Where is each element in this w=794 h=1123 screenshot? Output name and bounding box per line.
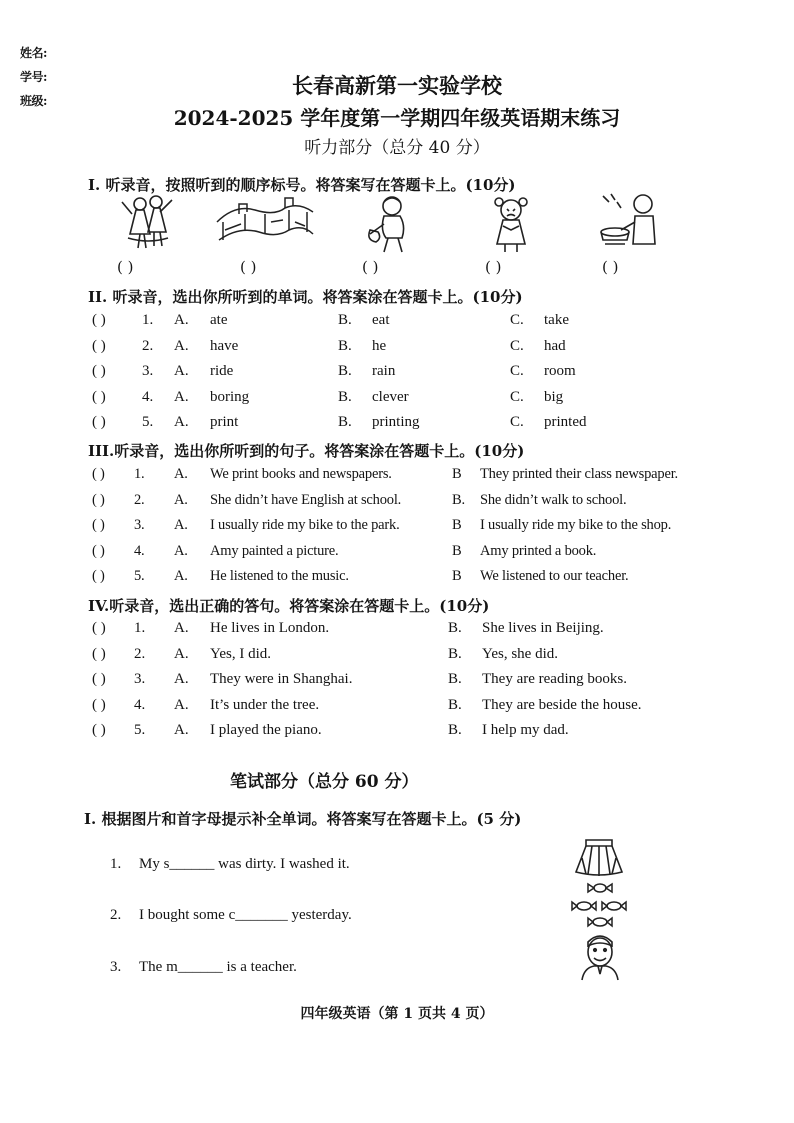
option-b-text[interactable]: clever bbox=[372, 388, 409, 405]
question-number: 5. bbox=[142, 414, 154, 430]
option-b-text[interactable]: Yes, she did. bbox=[482, 645, 558, 662]
option-a-text[interactable]: Yes, I did. bbox=[210, 645, 271, 662]
option-a-letter: A. bbox=[174, 696, 189, 713]
answer-paren[interactable]: ( ) bbox=[92, 645, 106, 662]
exam-title: 2024-2025 学年度第一学期四年级英语期末练习 bbox=[173, 106, 621, 130]
option-b-text[interactable]: he bbox=[372, 337, 387, 354]
answer-paren[interactable]: ( ) bbox=[92, 466, 105, 482]
writing-item-num: 3. bbox=[110, 959, 122, 975]
girl-crying-icon bbox=[487, 194, 567, 250]
answer-paren[interactable]: ( ) bbox=[92, 337, 106, 354]
answer-paren[interactable]: ( ) bbox=[92, 542, 105, 559]
word-question-row bbox=[92, 338, 732, 358]
listening-part1-title: I. 听录音，按照听到的顺序标号。将答案写在答题卡上。(10分) bbox=[88, 176, 516, 194]
option-b-letter: B. bbox=[338, 388, 352, 405]
writing-item-text[interactable]: My s______ was dirty. I washed it. bbox=[139, 856, 350, 872]
sentence-question-row bbox=[92, 722, 732, 742]
option-a-letter: A. bbox=[174, 491, 188, 508]
answer-paren[interactable]: ( ) bbox=[92, 620, 106, 636]
question-number: 5. bbox=[134, 722, 146, 738]
sentence-question-row bbox=[92, 517, 732, 537]
question-number: 1. bbox=[134, 620, 146, 636]
option-b-text[interactable]: They printed their class newspaper. bbox=[480, 466, 678, 482]
option-a-letter: A. bbox=[174, 337, 189, 354]
part1-paren-1[interactable]: ( ) bbox=[117, 258, 134, 276]
sentence-question-row bbox=[92, 646, 732, 666]
question-number: 3. bbox=[142, 363, 154, 379]
answer-paren[interactable]: ( ) bbox=[92, 363, 106, 379]
question-number: 3. bbox=[134, 671, 146, 687]
option-b-letter: B. bbox=[448, 671, 462, 687]
option-b-text[interactable]: rain bbox=[372, 363, 396, 379]
question-number: 4. bbox=[134, 542, 145, 559]
option-a-letter: A. bbox=[174, 388, 189, 405]
option-c-text[interactable]: take bbox=[544, 312, 569, 328]
man-icon bbox=[578, 932, 658, 988]
answer-paren[interactable]: ( ) bbox=[92, 312, 106, 328]
answer-paren[interactable]: ( ) bbox=[92, 491, 105, 508]
option-b-letter: B bbox=[452, 568, 462, 584]
option-b-text[interactable]: Amy printed a book. bbox=[480, 542, 597, 559]
word-question-row bbox=[92, 389, 732, 409]
answer-paren[interactable]: ( ) bbox=[92, 414, 106, 430]
option-a-text[interactable]: I played the piano. bbox=[210, 722, 322, 738]
listening-part3-title: III.听录音，选出你所听到的句子。将答案涂在答题卡上。(10分) bbox=[88, 442, 525, 460]
option-a-text[interactable]: He listened to the music. bbox=[210, 568, 349, 584]
option-a-letter: A. bbox=[174, 466, 188, 482]
option-b-text[interactable]: We listened to our teacher. bbox=[480, 568, 629, 584]
option-a-text[interactable]: He lives in London. bbox=[210, 620, 330, 636]
boy-digging-icon bbox=[366, 194, 446, 250]
option-b-letter: B. bbox=[338, 363, 352, 379]
listening-part4-title: IV.听录音，选出正确的答句。将答案涂在答题卡上。(10分) bbox=[88, 597, 490, 615]
option-b-letter: B. bbox=[448, 696, 462, 713]
dancing-children-icon bbox=[118, 194, 198, 250]
option-b-text[interactable]: eat bbox=[372, 312, 390, 328]
student-number-label: 学号: bbox=[20, 70, 47, 84]
question-number: 5. bbox=[134, 568, 145, 584]
question-number: 2. bbox=[142, 337, 154, 354]
part1-paren-3[interactable]: ( ) bbox=[362, 258, 379, 276]
option-a-text[interactable]: I usually ride my bike to the park. bbox=[210, 517, 400, 533]
writing-part1-title: I. 根据图片和首字母提示补全单词。将答案写在答题卡上。(5 分) bbox=[84, 810, 522, 828]
name-label: 姓名: bbox=[20, 46, 47, 60]
option-c-text[interactable]: printed bbox=[544, 414, 587, 430]
option-a-letter: A. bbox=[174, 542, 188, 559]
option-a-letter: A. bbox=[174, 414, 189, 430]
option-a-letter: A. bbox=[174, 363, 189, 379]
answer-paren[interactable]: ( ) bbox=[92, 388, 106, 405]
option-b-letter: B. bbox=[338, 337, 352, 354]
sentence-question-row bbox=[92, 568, 732, 588]
writing-item-2 bbox=[110, 907, 352, 924]
writing-item-1 bbox=[110, 856, 350, 873]
option-b-text[interactable]: I help my dad. bbox=[482, 722, 569, 738]
word-question-row bbox=[92, 414, 732, 434]
option-b-text[interactable]: She didn’t walk to school. bbox=[480, 491, 627, 508]
option-a-text[interactable]: ride bbox=[210, 363, 234, 379]
great-wall-icon bbox=[215, 200, 295, 256]
option-a-text[interactable]: print bbox=[210, 414, 239, 430]
sentence-question-row bbox=[92, 671, 732, 691]
option-a-text[interactable]: She didn’t have English at school. bbox=[210, 491, 402, 508]
school-name: 长春高新第一实验学校 bbox=[292, 73, 502, 98]
option-a-letter: A. bbox=[174, 671, 189, 687]
question-number: 1. bbox=[134, 466, 145, 482]
option-c-letter: C. bbox=[510, 388, 524, 405]
option-c-letter: C. bbox=[510, 414, 524, 430]
option-a-letter: A. bbox=[174, 645, 189, 662]
option-b-letter: B bbox=[452, 542, 462, 559]
listening-title: 听力部分（总分 40 分） bbox=[304, 138, 490, 158]
option-a-letter: A. bbox=[174, 517, 188, 533]
question-number: 4. bbox=[134, 696, 146, 713]
answer-paren[interactable]: ( ) bbox=[92, 517, 105, 533]
answer-paren[interactable]: ( ) bbox=[92, 671, 106, 687]
page-footer: 四年级英语（第 1 页共 4 页） bbox=[300, 1006, 494, 1022]
writing-item-3 bbox=[110, 959, 297, 976]
option-a-text[interactable]: Amy painted a picture. bbox=[210, 542, 339, 559]
question-number: 2. bbox=[134, 491, 145, 508]
sentence-question-row bbox=[92, 492, 732, 512]
option-c-letter: C. bbox=[510, 337, 524, 354]
writing-item-num: 1. bbox=[110, 856, 122, 872]
option-b-letter: B. bbox=[338, 312, 352, 328]
option-b-letter: B. bbox=[338, 414, 352, 430]
class-label: 班级: bbox=[20, 94, 47, 108]
option-a-letter: A. bbox=[174, 312, 189, 328]
writing-title: 笔试部分（总分 60 分） bbox=[230, 772, 419, 792]
option-b-text[interactable]: I usually ride my bike to the shop. bbox=[480, 517, 672, 533]
option-b-text[interactable]: She lives in Beijing. bbox=[482, 620, 604, 636]
sentence-question-row bbox=[92, 620, 732, 640]
option-c-letter: C. bbox=[510, 312, 524, 328]
option-b-letter: B. bbox=[448, 620, 462, 636]
answer-paren[interactable]: ( ) bbox=[92, 696, 106, 713]
option-a-text[interactable]: have bbox=[210, 337, 239, 354]
answer-paren[interactable]: ( ) bbox=[92, 722, 106, 738]
part1-paren-4[interactable]: ( ) bbox=[485, 258, 502, 276]
option-a-text[interactable]: ate bbox=[210, 312, 228, 328]
option-b-text[interactable]: They are reading books. bbox=[482, 671, 627, 687]
option-a-text[interactable]: They were in Shanghai. bbox=[210, 671, 353, 687]
sentence-question-row bbox=[92, 697, 732, 717]
writing-item-text[interactable]: I bought some c_______ yesterday. bbox=[139, 907, 352, 923]
option-b-letter: B bbox=[452, 517, 462, 533]
option-a-letter: A. bbox=[174, 568, 188, 584]
part1-paren-2[interactable]: ( ) bbox=[240, 258, 257, 276]
option-b-text[interactable]: printing bbox=[372, 414, 420, 430]
option-a-letter: A. bbox=[174, 620, 189, 636]
option-b-text[interactable]: They are beside the house. bbox=[482, 696, 642, 713]
option-a-text[interactable]: We print books and newspapers. bbox=[210, 466, 392, 482]
answer-paren[interactable]: ( ) bbox=[92, 568, 105, 584]
writing-item-num: 2. bbox=[110, 907, 122, 923]
option-c-text[interactable]: had bbox=[544, 337, 566, 354]
candy-icon bbox=[572, 882, 652, 938]
option-b-letter: B. bbox=[448, 645, 462, 662]
option-a-letter: A. bbox=[174, 722, 189, 738]
option-c-text[interactable]: room bbox=[544, 363, 576, 379]
option-b-letter: B. bbox=[452, 491, 465, 508]
sentence-question-row bbox=[92, 466, 732, 486]
word-question-row bbox=[92, 312, 732, 332]
option-c-text[interactable]: big bbox=[544, 388, 564, 405]
writing-item-text[interactable]: The m______ is a teacher. bbox=[139, 959, 297, 975]
word-question-row bbox=[92, 363, 732, 383]
option-a-text[interactable]: boring bbox=[210, 388, 250, 405]
question-number: 1. bbox=[142, 312, 154, 328]
question-number: 2. bbox=[134, 645, 146, 662]
question-number: 3. bbox=[134, 517, 145, 533]
option-b-letter: B. bbox=[448, 722, 462, 738]
listening-part2-title: II. 听录音，选出你所听到的单词。将答案涂在答题卡上。(10分) bbox=[88, 288, 523, 306]
option-a-text[interactable]: It’s under the tree. bbox=[210, 696, 320, 713]
part1-paren-5[interactable]: ( ) bbox=[602, 258, 619, 276]
cooking-icon bbox=[597, 192, 677, 248]
option-c-letter: C. bbox=[510, 363, 524, 379]
option-b-letter: B bbox=[452, 466, 462, 482]
question-number: 4. bbox=[142, 388, 154, 405]
sentence-question-row bbox=[92, 543, 732, 563]
